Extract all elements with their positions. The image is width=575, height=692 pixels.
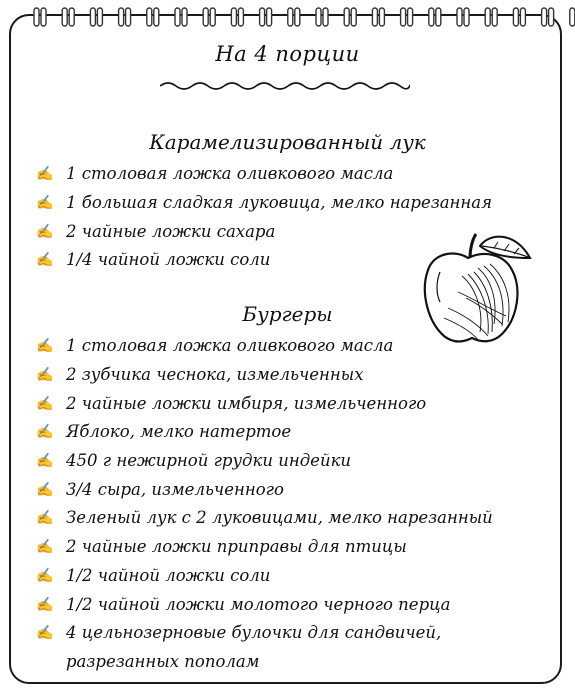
writing-hand-icon: ✍ xyxy=(36,510,54,527)
list-item: ✍ 1 большая сладкая луковица, мелко нарезанная xyxy=(36,189,492,218)
writing-hand-icon: ✍ xyxy=(36,567,54,584)
section-title-burgers: Бургеры xyxy=(242,302,333,326)
page-title: На 4 порции xyxy=(215,42,360,66)
list-item: ✍ 1 столовая ложка оливкового масла xyxy=(36,160,492,189)
list-item: ✍ 1/2 чайной ложки соли xyxy=(36,562,493,591)
spiral-ring xyxy=(429,8,441,26)
list-item: ✍ 2 чайные ложки имбиря, измельченного xyxy=(36,389,493,418)
writing-hand-icon: ✍ xyxy=(36,424,54,441)
spiral-ring xyxy=(513,8,525,26)
list-item: ✍ 4 цельнозерновые булочки для сандвичей, xyxy=(36,619,493,648)
writing-hand-icon: ✍ xyxy=(36,166,54,183)
list-item: ✍ 1/2 чайной ложки молотого черного перца xyxy=(36,590,493,619)
spiral-ring xyxy=(570,8,575,26)
spiral-ring xyxy=(542,8,554,26)
spiral-ring xyxy=(175,8,187,26)
spiral-ring xyxy=(401,8,413,26)
apple-icon xyxy=(418,228,538,348)
spiral-ring xyxy=(62,8,74,26)
spiral-ring xyxy=(344,8,356,26)
list-item: ✍ 1/4 чайной ложки соли xyxy=(36,246,492,275)
section-title-caramelized-onion: Карамелизированный лук xyxy=(149,130,426,154)
writing-hand-icon: ✍ xyxy=(36,625,54,642)
writing-hand-icon: ✍ xyxy=(36,338,54,355)
writing-hand-icon: ✍ xyxy=(36,252,54,269)
list-item: ✍ Яблоко, мелко натертое xyxy=(36,418,493,447)
spiral-ring xyxy=(372,8,384,26)
spiral-binding-icon xyxy=(0,2,575,32)
spiral-ring xyxy=(34,8,46,26)
spiral-ring xyxy=(147,8,159,26)
writing-hand-icon: ✍ xyxy=(36,395,54,412)
wave-divider-icon xyxy=(160,79,410,93)
spiral-ring xyxy=(457,8,469,26)
writing-hand-icon: ✍ xyxy=(36,195,54,212)
ingredient-list-burgers xyxy=(36,332,493,676)
spiral-ring xyxy=(316,8,328,26)
writing-hand-icon: ✍ xyxy=(36,223,54,240)
spiral-ring xyxy=(288,8,300,26)
list-item: ✍ Зеленый лук с 2 луковицами, мелко нарезанный xyxy=(36,504,493,533)
list-item: ✍ 1 столовая ложка оливкового масла xyxy=(36,332,493,361)
list-item: ✍ 2 чайные ложки приправы для птицы xyxy=(36,533,493,562)
spiral-ring xyxy=(203,8,215,26)
writing-hand-icon: ✍ xyxy=(36,481,54,498)
writing-hand-icon: ✍ xyxy=(36,596,54,613)
spiral-ring xyxy=(260,8,272,26)
list-item: ✍ 450 г нежирной грудки индейки xyxy=(36,447,493,476)
list-item-continuation: разрезанных пополам xyxy=(66,651,260,671)
writing-hand-icon: ✍ xyxy=(36,453,54,470)
spiral-ring xyxy=(485,8,497,26)
spiral-ring xyxy=(90,8,102,26)
spiral-ring xyxy=(119,8,131,26)
writing-hand-icon: ✍ xyxy=(36,539,54,556)
list-item: ✍ 2 чайные ложки сахара xyxy=(36,217,492,246)
spiral-ring xyxy=(231,8,243,26)
list-item: ✍ 2 зубчика чеснока, измельченных xyxy=(36,361,493,390)
writing-hand-icon: ✍ xyxy=(36,367,54,384)
list-item: ✍ 3/4 сыра, измельченного xyxy=(36,475,493,504)
